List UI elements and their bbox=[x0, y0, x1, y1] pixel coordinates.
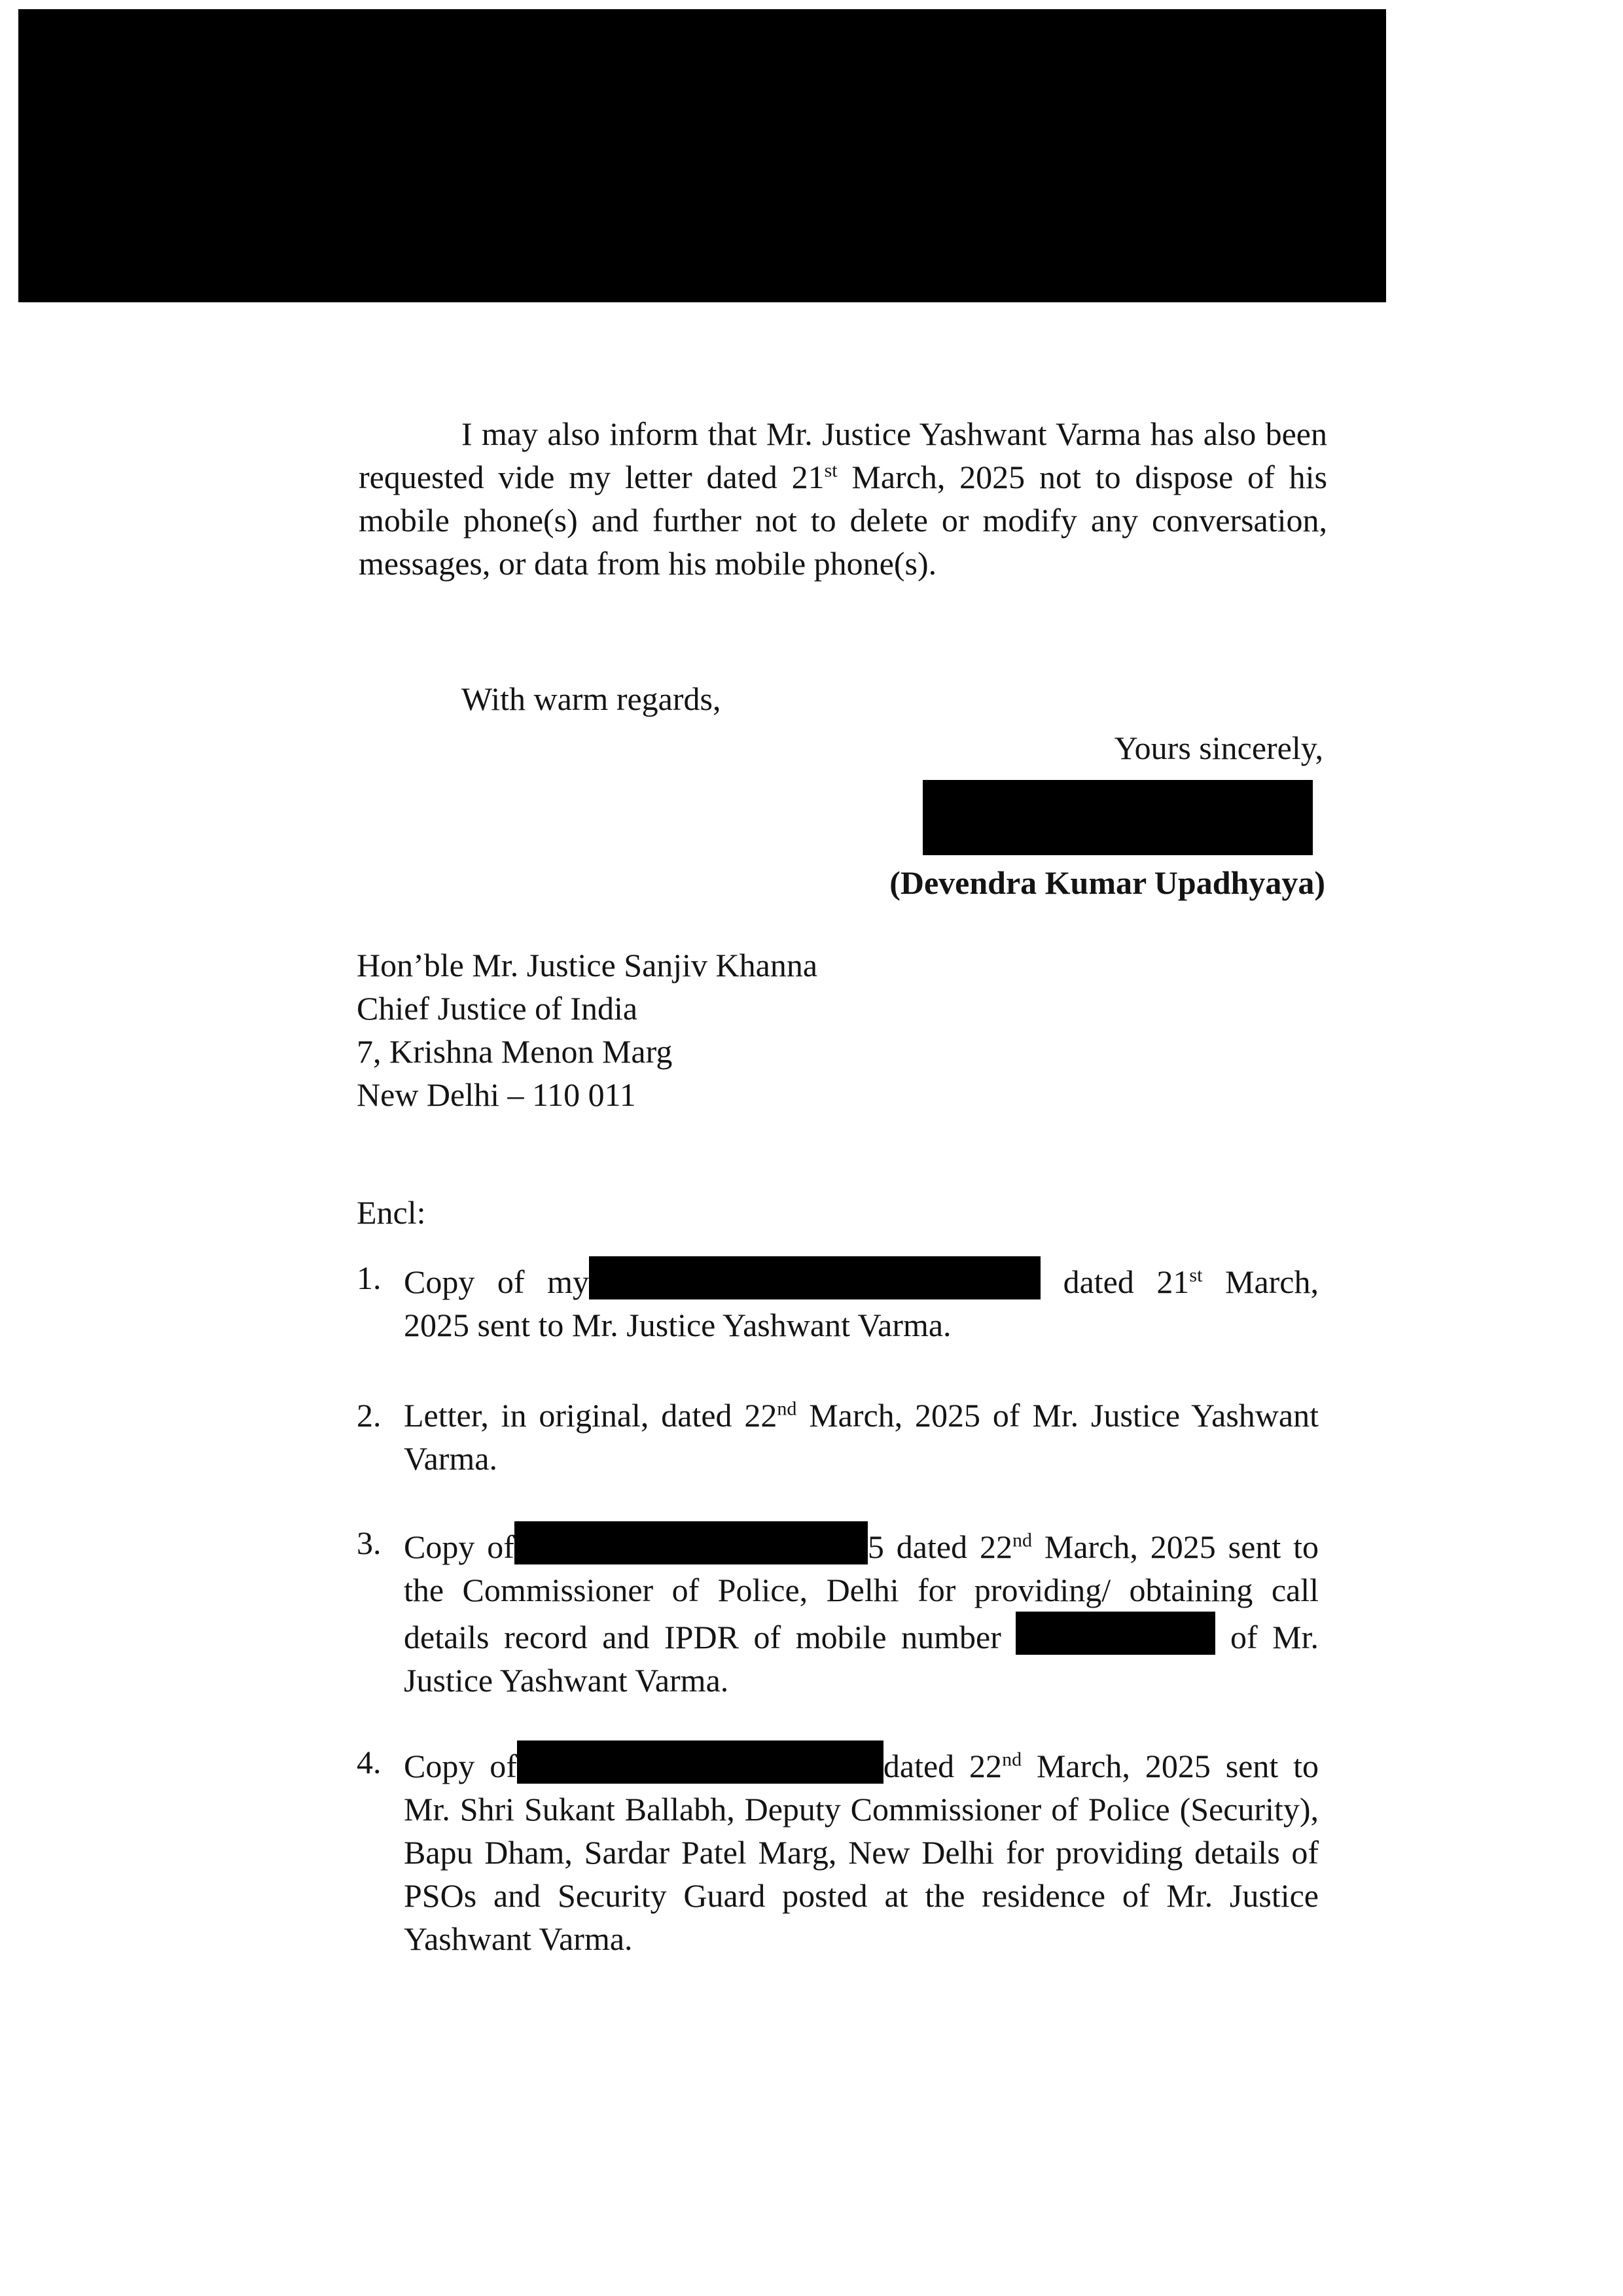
enclosure-text bbox=[404, 1394, 1319, 1480]
body-text-superscript: st bbox=[824, 459, 838, 482]
inline-redaction-block bbox=[589, 1256, 1041, 1299]
body-text-part1: I may also inform that Mr. Justice Yashwant Varma has also been requested vide my letter dated 21 bbox=[359, 415, 1327, 495]
enclosure-text-part: March, 2025 sent to the Commissioner of Police, Delhi for providing/ obtaining call details record and IPDR of mobile number bbox=[404, 1528, 1319, 1655]
enclosure-item bbox=[357, 1740, 1319, 1960]
inline-redaction-block bbox=[517, 1740, 883, 1784]
enclosures-label: Encl: bbox=[357, 1194, 426, 1231]
enclosure-text-part: Copy of bbox=[404, 1748, 517, 1784]
enclosure-text bbox=[404, 1740, 1319, 1960]
closing-line: Yours sincerely, bbox=[1114, 730, 1323, 766]
regards-line: With warm regards, bbox=[461, 680, 721, 717]
enclosure-text-part: Letter, in original, dated 22 bbox=[404, 1397, 777, 1434]
enclosure-number: 1. bbox=[357, 1260, 382, 1296]
enclosure-item bbox=[357, 1256, 1319, 1347]
body-text-part2: March, 2025 not to dispose of his mobile phone(s) and further not to delete or modify any conversation, messages, or data from his mobile phone(s). bbox=[359, 459, 1327, 582]
addressee-line: New Delhi – 110 011 bbox=[357, 1076, 636, 1113]
enclosure-text-part: dated 21 bbox=[1041, 1263, 1190, 1300]
enclosure-text-part: March, 2025 of Mr. Justice Yashwant Varma. bbox=[404, 1397, 1319, 1477]
enclosure-text-part: of Mr. Justice Yashwant Varma. bbox=[404, 1619, 1319, 1699]
inline-redaction-block bbox=[514, 1521, 868, 1564]
signatory-name: (Devendra Kumar Upadhyaya) bbox=[889, 864, 1325, 901]
addressee-block bbox=[357, 944, 817, 1116]
enclosure-text-part: Copy of my bbox=[404, 1263, 590, 1300]
enclosure-text-part: Copy of bbox=[404, 1528, 514, 1565]
addressee-line: 7, Krishna Menon Marg bbox=[357, 1033, 673, 1070]
enclosure-superscript: nd bbox=[1002, 1748, 1022, 1771]
addressee-line: Hon’ble Mr. Justice Sanjiv Khanna bbox=[357, 947, 818, 983]
enclosure-superscript: st bbox=[1189, 1264, 1203, 1286]
addressee-line: Chief Justice of India bbox=[357, 990, 638, 1027]
enclosure-superscript: nd bbox=[777, 1398, 797, 1420]
top-redaction-block bbox=[18, 9, 1386, 302]
enclosure-text-part: dated 22 bbox=[883, 1748, 1003, 1784]
enclosure-text-part: March, 2025 sent to Mr. Justice Yashwant Varma. bbox=[404, 1263, 1319, 1343]
enclosure-text-part: 5 dated 22 bbox=[867, 1528, 1012, 1565]
body-paragraph bbox=[359, 412, 1327, 585]
signature-redaction-block bbox=[923, 780, 1313, 855]
enclosure-superscript: nd bbox=[1012, 1529, 1032, 1551]
enclosure-item bbox=[357, 1394, 1319, 1480]
enclosure-item bbox=[357, 1521, 1319, 1702]
enclosure-text bbox=[404, 1521, 1319, 1702]
enclosure-text-part: March, 2025 sent to Mr. Shri Sukant Ballabh, Deputy Commissioner of Police (Security), Bapu Dham, Sardar Patel Marg, New Delhi for providing details of PSOs and Security Guard posted at the residence of Mr. Justice Yashwant Varma. bbox=[404, 1748, 1319, 1957]
enclosure-number: 3. bbox=[357, 1525, 382, 1561]
inline-redaction-block bbox=[1016, 1612, 1215, 1655]
enclosure-number: 2. bbox=[357, 1397, 382, 1434]
enclosure-text bbox=[404, 1256, 1319, 1347]
enclosure-number: 4. bbox=[357, 1744, 382, 1780]
